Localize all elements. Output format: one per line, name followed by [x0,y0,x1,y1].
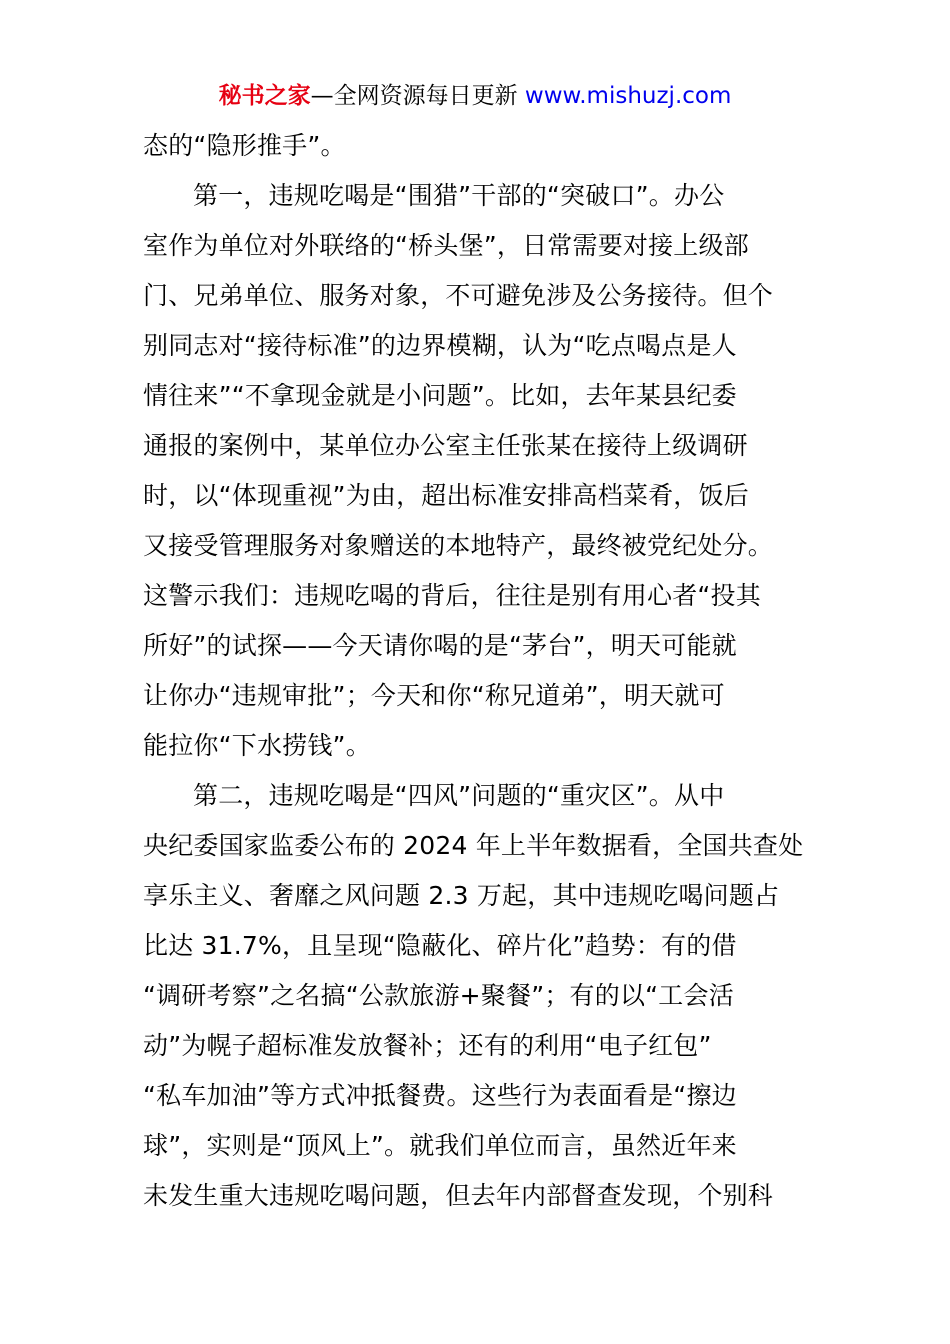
text-line: 比达 31.7%，且呈现“隐蔽化、碎片化”趋势：有的借 [143,931,737,960]
text-line: 所好”的试探——今天请你喝的是“茅台”，明天可能就 [143,631,737,660]
text-line: 享乐主义、奢靡之风问题 2.3 万起，其中违规吃喝问题占 [143,881,780,910]
document-body [143,121,807,1221]
text-line: 又接受管理服务对象赠送的本地特产，最终被党纪处分。 [143,531,774,560]
text-line: 未发生重大违规吃喝问题，但去年内部督查发现，个别科 [143,1181,774,1210]
text-line: 时，以“体现重视”为由，超出标准安排高档菜肴，饭后 [143,481,749,510]
text-line: 球”，实则是“顶风上”。就我们单位而言，虽然近年来 [143,1131,737,1160]
text-line: “调研考察”之名搞“公款旅游+聚餐”；有的以“工会活 [143,981,734,1010]
text-line: 别同志对“接待标准”的边界模糊，认为“吃点喝点是人 [143,331,737,360]
text-line: “私车加油”等方式冲抵餐费。这些行为表面看是“擦边 [143,1081,737,1110]
text-line: 让你办“违规审批”；今天和你“称兄道弟”，明天就可 [143,681,725,710]
text-line: 这警示我们：违规吃喝的背后，往往是别有用心者“投其 [143,581,761,610]
text-line: 态的“隐形推手”。 [143,131,346,160]
text-line: 情往来”“不拿现金就是小问题”。比如，去年某县纪委 [143,381,737,410]
text-line: 央纪委国家监委公布的 2024 年上半年数据看，全国共查处 [143,831,804,860]
site-url-link[interactable]: www.mishuzj.com [524,83,732,109]
text-line: 能拉你“下水捞钱”。 [143,731,371,760]
page-header [0,80,950,112]
site-tagline: —全网资源每日更新 [310,83,518,109]
text-line: 动”为幌子超标准发放餐补；还有的利用“电子红包” [143,1031,712,1060]
paragraph-first-line: 第二，违规吃喝是“四风”问题的“重灾区”。从中 [193,781,725,810]
paragraph-first-line: 第一，违规吃喝是“围猎”干部的“突破口”。办公 [193,181,725,210]
text-line: 门、兄弟单位、服务对象，不可避免涉及公务接待。但个 [143,281,774,310]
text-line: 室作为单位对外联络的“桥头堡”，日常需要对接上级部 [143,231,749,260]
site-brand: 秘书之家 [218,83,311,109]
text-line: 通报的案例中，某单位办公室主任张某在接待上级调研 [143,431,748,460]
